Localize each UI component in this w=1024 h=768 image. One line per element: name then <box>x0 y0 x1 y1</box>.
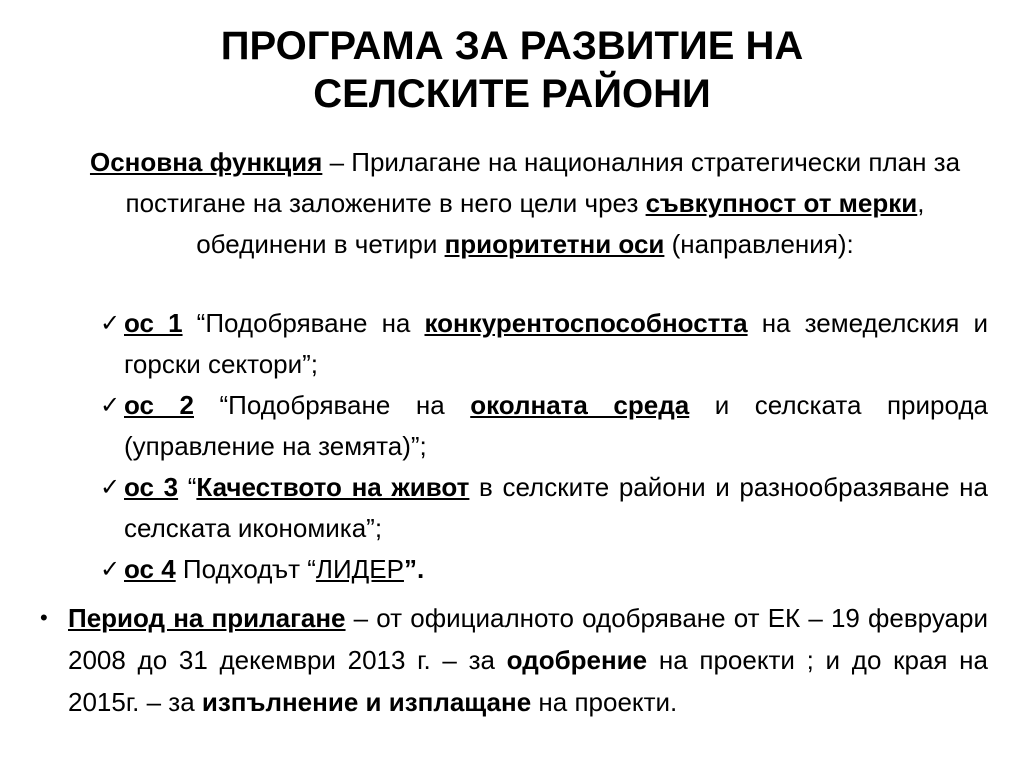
main-function-label: Основна функция <box>89 147 323 177</box>
priority-axes-term: приоритетни оси <box>444 229 665 259</box>
axis-key-term: околната среда <box>470 390 690 420</box>
measures-term: съвкупност от мерки <box>645 188 918 218</box>
main-function-paragraph <box>60 142 990 265</box>
axis-key-term: конкурентоспособността <box>424 308 748 338</box>
main-function-dash: – <box>322 147 352 177</box>
axis-post: в селските райони и разнообразяване на селската икономика”; <box>124 472 988 543</box>
main-function-text-3: (направления): <box>664 229 854 259</box>
period-text <box>40 597 988 723</box>
checkmark-icon: ✓ <box>100 310 121 337</box>
implementation-period-paragraph <box>40 597 988 723</box>
execution-term: изпълнение и изплащане <box>201 687 532 717</box>
main-function-text-1: Прилагане на националния стратегически план за постигане на заложените в него цели чрез <box>125 147 961 218</box>
axis-text <box>100 303 988 385</box>
main-function-text-2: , обединени в четири <box>196 188 925 259</box>
axis-post: и селската природа (управление на земята)”; <box>124 390 989 461</box>
checkmark-icon: ✓ <box>100 556 121 583</box>
axis-key-term: Качеството на живот <box>196 472 470 502</box>
axis-label: ос 4 <box>124 554 176 584</box>
axis-pre: Подходът “ <box>175 554 316 584</box>
axes-list <box>100 303 988 590</box>
title-line-2: СЕЛСКИТЕ РАЙОНИ <box>313 72 711 116</box>
axis-item-4 <box>100 549 988 590</box>
axis-pre: “Подобряване на <box>194 390 471 420</box>
axis-label: ос 1 <box>124 308 183 338</box>
axis-item-2 <box>100 385 988 467</box>
checkmark-icon: ✓ <box>100 392 121 419</box>
axis-key-term: ЛИДЕР <box>315 554 404 584</box>
axis-post: ”. <box>403 554 425 584</box>
axis-pre: “Подобряване на <box>182 308 425 338</box>
checkmark-icon: ✓ <box>100 474 121 501</box>
axis-text <box>100 549 988 590</box>
period-label: Период на прилагане <box>68 603 346 633</box>
axis-post: на земеделския и горски сектори”; <box>124 308 988 379</box>
period-text-3: на проекти. <box>531 687 678 717</box>
axis-text <box>100 385 988 467</box>
axis-item-3 <box>100 467 988 549</box>
period-text-2: на проекти ; и до края на 2015г. – за <box>68 645 988 717</box>
axis-pre: “ <box>178 472 197 502</box>
axis-label: ос 2 <box>124 390 194 420</box>
title-line-1: ПРОГРАМА ЗА РАЗВИТИЕ НА <box>220 24 804 68</box>
slide-title <box>0 22 1024 118</box>
approval-term: одобрение <box>506 645 648 675</box>
axis-label: ос 3 <box>124 472 179 502</box>
bullet-icon: • <box>40 605 48 630</box>
axis-item-1 <box>100 303 988 385</box>
period-text-1: – от официалното одобряване от ЕК – 19 февруари 2008 до 31 декември 2013 г. – за <box>68 603 988 675</box>
axis-text <box>100 467 988 549</box>
